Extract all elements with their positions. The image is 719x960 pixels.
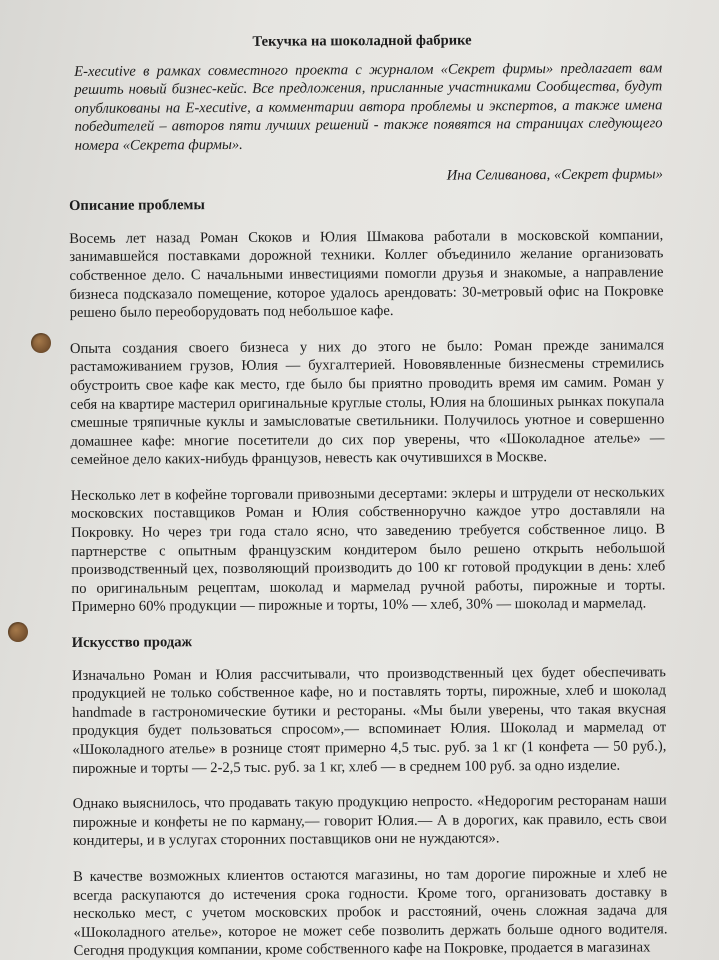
section-heading-sales: Искусство продаж bbox=[71, 634, 193, 651]
paragraph: Однако выяснилось, что продавать такую продукцию непросто. «Недорогим ресторанам наши пирожные и конфеты не по карману,— говорит Юлия.— А в дорогих, как правило, есть свои кондитеры, и в услугах сторонних поставщиков они не нуждаются». bbox=[72, 792, 667, 850]
document-title: Текучка на шоколадной фабрике bbox=[252, 32, 472, 50]
document-body bbox=[62, 30, 668, 960]
punch-hole bbox=[31, 333, 51, 353]
punch-hole bbox=[8, 622, 28, 642]
paragraph: Опыта создания своего бизнеса у них до этого не было: Роман прежде занимался растаможиванием грузов, Юлия — бухгалтерией. Нововявленные бизнесмены стремились обустроить свое кафе как место, где было бы приятно проводить время им самим. Роман у себя на квартире мастерил оригинальные круглые столы, Юлия на блошиных рынках покупала смешные тряпичные куклы и замысловатые светильники. Получилось уютное и совершенно домашнее кафе: многие посетители до сих пор уверены, что «Шоколадное ателье» — семейное дело каких-нибудь французов, невесть как очутившихся в Москве. bbox=[69, 337, 665, 469]
paragraph: Восемь лет назад Роман Скоков и Юлия Шмакова работали в московской компании, занимавшейся поставками дорожной техники. Коллег объединило желание организовать собственное дело. С начальными инвестициями помогли друзья и знакомые, а направление бизнеса подсказало помещение, которое удалось арендовать: 30-метровый офис на Покровке решено было переоборудовать под небольшое кафе. bbox=[69, 227, 664, 322]
paragraph: В качестве возможных клиентов остаются магазины, но там дорогие пирожные и хлеб не всегда раскупаются до истечения срока годности. Кроме того, организовать доставку в несколько мест, с учетом московских пробок и расстояний, очень сложная задача для «Шоколадного ателье», которое не может себе позволить держать больше одного водителя. Сегодня продукция компании, кроме собственного кафе на Покровке, продается в магазинах bbox=[73, 865, 668, 960]
paragraph: Изначально Роман и Юлия рассчитывали, что производственный цех будет обеспечивать продукцией не только собственное кафе, но и поставлять торты, пирожные, хлеб и шоколад handmade в гастрономические бутики и рестораны. «Мы были уверены, что такая вкусная продукция будет пользоваться спросом»,— вспоминает Юлия. Шоколад и мармелад от «Шоколадного ателье» в рознице стоят примерно 4,5 тыс. руб. за 1 кг (1 конфета — 50 руб.), пирожные и торты — 2-2,5 тыс. руб. за 1 кг, хлеб — в среднем 100 руб. за одно изделие. bbox=[71, 663, 667, 777]
paragraph: Несколько лет в кофейне торговали привозными десертами: эклеры и штрудели от нескольких московских поставщиков Роман и Юлия собственноручно каждое утро доставляли на Покровку. Но через три года стало ясно, что заведению требуется собственное лицо. В партнерстве с опытным французским кондитером было решено открыть небольшой производственный цех, позволяющий производить до 100 кг готовой продукции в день: хлеб по оригинальным рецептам, шоколад и мармелад ручной работы, пирожные и торты. Примерно 60% продукции — пирожные и торты, 10% — хлеб, 30% — шоколад и мармелад. bbox=[70, 484, 666, 616]
author-byline: Ина Селиванова, «Секрет фирмы» bbox=[446, 165, 663, 184]
intro-text: E-xecutive в рамках совместного проекта с журналом «Секрет фирмы» предлагает вам решить новый бизнес-кейс. Все предложения, присланные участниками Сообщества, будут опубликованы на E-xecutive, а комментарии автора проблемы и экспертов, а также имена победителей – авторов пяти лучших решений - также появятся на страницах следующего номера «Секрета фирмы». bbox=[74, 59, 663, 154]
section-heading-problem: Описание проблемы bbox=[69, 197, 205, 215]
